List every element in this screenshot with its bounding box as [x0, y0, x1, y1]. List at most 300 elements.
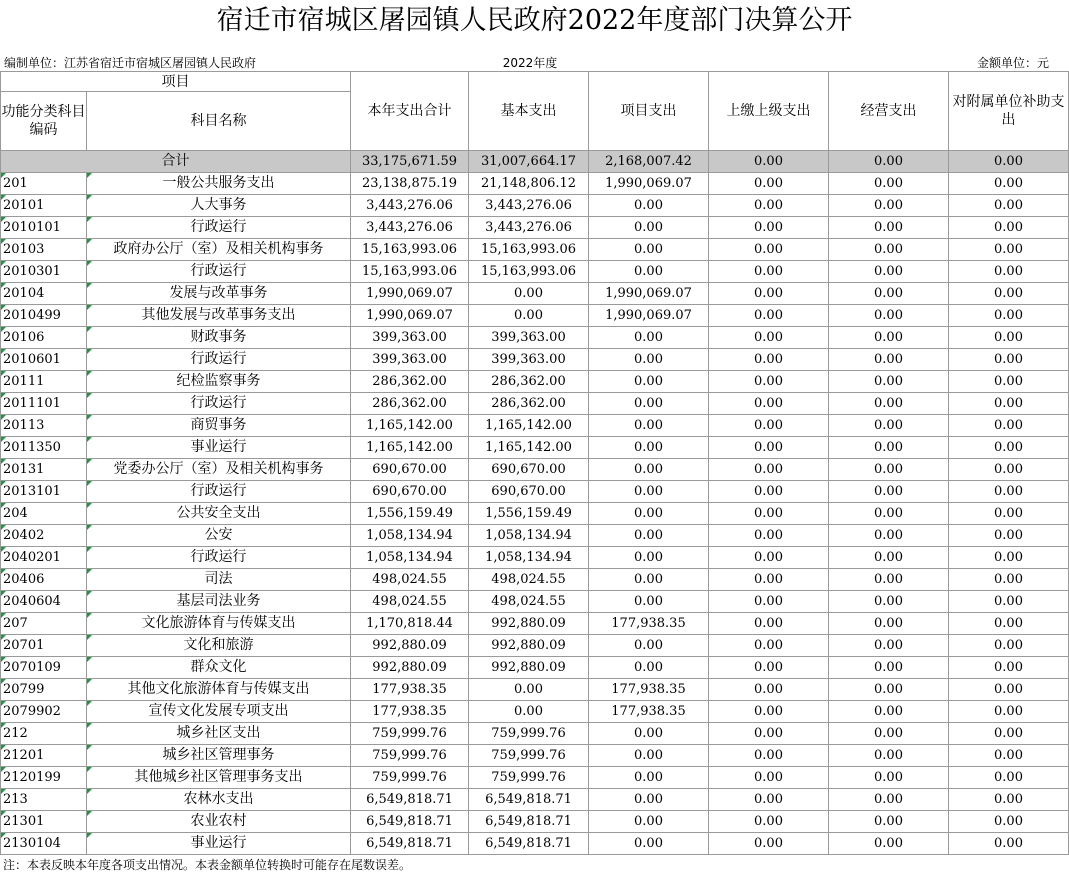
- table-row: [1, 591, 1069, 613]
- row-value: 0.00: [589, 591, 709, 613]
- row-code: 20701: [1, 635, 87, 657]
- row-code: 20103: [1, 239, 87, 261]
- row-value: 6,549,818.71: [469, 811, 589, 833]
- row-name: 其他发展与改革事务支出: [87, 305, 351, 327]
- row-value: 690,670.00: [469, 481, 589, 503]
- row-value: 0.00: [949, 283, 1069, 305]
- row-value: 0.00: [589, 393, 709, 415]
- row-value: 992,880.09: [351, 635, 469, 657]
- row-name: 农林水支出: [87, 789, 351, 811]
- row-code: 2011350: [1, 437, 87, 459]
- row-value: 1,165,142.00: [351, 415, 469, 437]
- header-basic: 基本支出: [469, 72, 589, 151]
- row-name: 文化旅游体育与传媒支出: [87, 613, 351, 635]
- row-value: 0.00: [949, 481, 1069, 503]
- row-value: 1,556,159.49: [469, 503, 589, 525]
- row-value: 759,999.76: [351, 745, 469, 767]
- row-name: 财政事务: [87, 327, 351, 349]
- row-value: 0.00: [589, 723, 709, 745]
- row-value: 1,990,069.07: [589, 173, 709, 195]
- row-code: 2040201: [1, 547, 87, 569]
- row-code: 2040604: [1, 591, 87, 613]
- row-value: 0.00: [709, 349, 829, 371]
- row-value: 0.00: [949, 393, 1069, 415]
- row-value: 0.00: [589, 503, 709, 525]
- row-value: 0.00: [949, 217, 1069, 239]
- row-value: 0.00: [829, 481, 949, 503]
- fiscal-year: 2022年度: [502, 56, 558, 70]
- row-value: 286,362.00: [351, 393, 469, 415]
- row-value: 0.00: [949, 569, 1069, 591]
- table-row: [1, 789, 1069, 811]
- row-value: 1,170,818.44: [351, 613, 469, 635]
- row-value: 0.00: [829, 459, 949, 481]
- row-value: 0.00: [709, 173, 829, 195]
- row-name: 宣传文化发展专项支出: [87, 701, 351, 723]
- row-value: 0.00: [589, 459, 709, 481]
- row-value: 6,549,818.71: [351, 833, 469, 855]
- row-value: 992,880.09: [469, 613, 589, 635]
- row-value: 15,163,993.06: [469, 261, 589, 283]
- row-value: 0.00: [709, 569, 829, 591]
- table-row: [1, 657, 1069, 679]
- row-value: 759,999.76: [469, 723, 589, 745]
- row-code: 2013101: [1, 481, 87, 503]
- row-code: 2010301: [1, 261, 87, 283]
- row-value: 0.00: [949, 195, 1069, 217]
- table-row: [1, 701, 1069, 723]
- table-row: [1, 723, 1069, 745]
- row-value: 0.00: [829, 371, 949, 393]
- row-name: 其他城乡社区管理事务支出: [87, 767, 351, 789]
- row-value: 0.00: [589, 547, 709, 569]
- row-name: 公共安全支出: [87, 503, 351, 525]
- row-value: 992,880.09: [469, 635, 589, 657]
- row-value: 498,024.55: [351, 569, 469, 591]
- row-name: 人大事务: [87, 195, 351, 217]
- row-value: 0.00: [829, 261, 949, 283]
- row-name: 发展与改革事务: [87, 283, 351, 305]
- row-code: 20131: [1, 459, 87, 481]
- table-row: [1, 239, 1069, 261]
- row-value: 286,362.00: [351, 371, 469, 393]
- row-value: 0.00: [709, 261, 829, 283]
- row-value: 0.00: [709, 239, 829, 261]
- row-value: 6,549,818.71: [351, 789, 469, 811]
- row-value: 0.00: [829, 173, 949, 195]
- row-value: 0.00: [709, 635, 829, 657]
- row-value: 1,990,069.07: [351, 305, 469, 327]
- row-name: 公安: [87, 525, 351, 547]
- row-value: 0.00: [949, 811, 1069, 833]
- row-value: 177,938.35: [351, 701, 469, 723]
- table-row: [1, 833, 1069, 855]
- row-value: 0.00: [589, 371, 709, 393]
- table-row: [1, 415, 1069, 437]
- row-value: 759,999.76: [351, 723, 469, 745]
- row-value: 0.00: [949, 349, 1069, 371]
- row-value: 0.00: [949, 635, 1069, 657]
- row-value: 0.00: [829, 525, 949, 547]
- row-value: 0.00: [709, 767, 829, 789]
- row-code: 2010101: [1, 217, 87, 239]
- total-cell: 33,175,671.59: [351, 151, 469, 173]
- row-value: 399,363.00: [351, 327, 469, 349]
- row-name: 司法: [87, 569, 351, 591]
- row-value: 0.00: [949, 591, 1069, 613]
- table-row: [1, 173, 1069, 195]
- row-value: 15,163,993.06: [351, 239, 469, 261]
- row-value: 0.00: [589, 789, 709, 811]
- row-value: 0.00: [949, 833, 1069, 855]
- row-value: 0.00: [829, 591, 949, 613]
- row-value: 0.00: [589, 767, 709, 789]
- row-value: 0.00: [709, 217, 829, 239]
- row-name: 党委办公厅（室）及相关机构事务: [87, 459, 351, 481]
- row-value: 0.00: [709, 789, 829, 811]
- row-code: 204: [1, 503, 87, 525]
- row-value: 759,999.76: [469, 745, 589, 767]
- header-operation: 经营支出: [829, 72, 949, 151]
- row-value: 690,670.00: [469, 459, 589, 481]
- table-row: [1, 503, 1069, 525]
- row-value: 0.00: [829, 415, 949, 437]
- row-value: 399,363.00: [351, 349, 469, 371]
- row-value: 0.00: [589, 261, 709, 283]
- total-cell: 31,007,664.17: [469, 151, 589, 173]
- table-row: [1, 745, 1069, 767]
- row-code: 2120199: [1, 767, 87, 789]
- row-value: 0.00: [949, 261, 1069, 283]
- row-name: 行政运行: [87, 547, 351, 569]
- table-row: [1, 349, 1069, 371]
- row-value: 0.00: [949, 415, 1069, 437]
- row-code: 21301: [1, 811, 87, 833]
- row-value: 6,549,818.71: [469, 789, 589, 811]
- table-row: [1, 305, 1069, 327]
- row-value: 0.00: [829, 305, 949, 327]
- row-name: 群众文化: [87, 657, 351, 679]
- row-value: 0.00: [949, 723, 1069, 745]
- row-value: 0.00: [709, 195, 829, 217]
- row-code: 2011101: [1, 393, 87, 415]
- row-value: 1,058,134.94: [469, 525, 589, 547]
- row-value: 0.00: [829, 745, 949, 767]
- row-value: 0.00: [949, 503, 1069, 525]
- row-value: 15,163,993.06: [351, 261, 469, 283]
- row-value: 0.00: [949, 613, 1069, 635]
- row-value: 1,556,159.49: [351, 503, 469, 525]
- row-value: 0.00: [589, 415, 709, 437]
- row-value: 0.00: [949, 767, 1069, 789]
- header-item: 项目: [1, 72, 351, 92]
- row-value: 759,999.76: [469, 767, 589, 789]
- row-value: 0.00: [829, 723, 949, 745]
- row-value: 0.00: [949, 459, 1069, 481]
- row-value: 286,362.00: [469, 371, 589, 393]
- row-value: 0.00: [709, 547, 829, 569]
- table-row: [1, 481, 1069, 503]
- total-label: 合计: [1, 151, 351, 173]
- row-value: 1,990,069.07: [351, 283, 469, 305]
- row-value: 0.00: [829, 657, 949, 679]
- row-value: 0.00: [709, 393, 829, 415]
- row-value: 0.00: [709, 723, 829, 745]
- header-name: 科目名称: [87, 92, 351, 151]
- total-cell: 0.00: [709, 151, 829, 173]
- row-value: 286,362.00: [469, 393, 589, 415]
- row-code: 207: [1, 613, 87, 635]
- row-code: 2070109: [1, 657, 87, 679]
- row-value: 0.00: [709, 679, 829, 701]
- row-value: 0.00: [949, 789, 1069, 811]
- row-value: 23,138,875.19: [351, 173, 469, 195]
- total-cell: 0.00: [829, 151, 949, 173]
- row-value: 177,938.35: [351, 679, 469, 701]
- row-value: 0.00: [709, 657, 829, 679]
- row-value: 0.00: [709, 481, 829, 503]
- table-row: [1, 261, 1069, 283]
- row-code: 212: [1, 723, 87, 745]
- row-value: 6,549,818.71: [351, 811, 469, 833]
- row-value: 0.00: [589, 217, 709, 239]
- row-name: 农业农村: [87, 811, 351, 833]
- total-row: [1, 151, 1069, 173]
- page-title: 宿迁市宿城区屠园镇人民政府2022年度部门决算公开: [216, 5, 853, 36]
- table-row: [1, 283, 1069, 305]
- row-value: 0.00: [829, 679, 949, 701]
- row-value: 1,058,134.94: [351, 525, 469, 547]
- table-row: [1, 371, 1069, 393]
- row-code: 20104: [1, 283, 87, 305]
- row-code: 2130104: [1, 833, 87, 855]
- row-value: 0.00: [589, 481, 709, 503]
- row-value: 1,058,134.94: [469, 547, 589, 569]
- row-value: 0.00: [709, 283, 829, 305]
- row-value: 0.00: [829, 635, 949, 657]
- header-code: 功能分类科目编码: [1, 92, 87, 151]
- row-value: 0.00: [709, 437, 829, 459]
- row-value: 0.00: [709, 305, 829, 327]
- row-value: 177,938.35: [589, 613, 709, 635]
- row-name: 行政运行: [87, 217, 351, 239]
- row-name: 事业运行: [87, 833, 351, 855]
- row-code: 20406: [1, 569, 87, 591]
- row-name: 行政运行: [87, 393, 351, 415]
- row-value: 0.00: [709, 811, 829, 833]
- row-value: 0.00: [829, 569, 949, 591]
- row-value: 0.00: [949, 657, 1069, 679]
- row-value: 0.00: [829, 833, 949, 855]
- row-value: 0.00: [589, 833, 709, 855]
- row-code: 2010499: [1, 305, 87, 327]
- row-value: 0.00: [589, 239, 709, 261]
- row-value: 0.00: [709, 327, 829, 349]
- row-value: 0.00: [949, 679, 1069, 701]
- row-value: 0.00: [469, 679, 589, 701]
- row-value: 0.00: [829, 503, 949, 525]
- header-subsidy: 对附属单位补助支出: [949, 72, 1069, 151]
- row-value: 0.00: [829, 349, 949, 371]
- table-row: [1, 767, 1069, 789]
- row-value: 0.00: [829, 195, 949, 217]
- row-value: 0.00: [589, 195, 709, 217]
- row-name: 行政运行: [87, 261, 351, 283]
- row-name: 城乡社区管理事务: [87, 745, 351, 767]
- row-name: 基层司法业务: [87, 591, 351, 613]
- row-name: 行政运行: [87, 481, 351, 503]
- row-value: 0.00: [829, 217, 949, 239]
- row-value: 498,024.55: [469, 591, 589, 613]
- row-value: 0.00: [709, 503, 829, 525]
- row-value: 0.00: [469, 283, 589, 305]
- row-value: 0.00: [829, 393, 949, 415]
- row-value: 0.00: [709, 833, 829, 855]
- row-name: 城乡社区支出: [87, 723, 351, 745]
- row-value: 0.00: [589, 635, 709, 657]
- row-code: 20111: [1, 371, 87, 393]
- table-row: [1, 217, 1069, 239]
- table-row: [1, 679, 1069, 701]
- currency-unit: 金额单位：元: [976, 56, 1049, 70]
- row-code: 20799: [1, 679, 87, 701]
- row-value: 3,443,276.06: [351, 217, 469, 239]
- total-cell: 0.00: [949, 151, 1069, 173]
- row-name: 商贸事务: [87, 415, 351, 437]
- row-value: 0.00: [589, 525, 709, 547]
- row-value: 0.00: [949, 305, 1069, 327]
- row-value: 177,938.35: [589, 701, 709, 723]
- row-value: 992,880.09: [469, 657, 589, 679]
- row-value: 690,670.00: [351, 481, 469, 503]
- row-name: 其他文化旅游体育与传媒支出: [87, 679, 351, 701]
- row-code: 20113: [1, 415, 87, 437]
- row-value: 0.00: [949, 745, 1069, 767]
- row-value: 0.00: [829, 767, 949, 789]
- header-total: 本年支出合计: [351, 72, 469, 151]
- row-value: 0.00: [709, 745, 829, 767]
- table-body: [1, 151, 1069, 855]
- row-value: 1,058,134.94: [351, 547, 469, 569]
- row-value: 1,165,142.00: [469, 437, 589, 459]
- row-code: 2079902: [1, 701, 87, 723]
- table-row: [1, 547, 1069, 569]
- row-value: 498,024.55: [469, 569, 589, 591]
- row-value: 0.00: [709, 415, 829, 437]
- row-value: 0.00: [709, 613, 829, 635]
- row-value: 0.00: [709, 371, 829, 393]
- row-value: 498,024.55: [351, 591, 469, 613]
- row-value: 1,165,142.00: [351, 437, 469, 459]
- row-value: 992,880.09: [351, 657, 469, 679]
- row-value: 15,163,993.06: [469, 239, 589, 261]
- row-value: 3,443,276.06: [469, 217, 589, 239]
- header-upper: 上缴上级支出: [709, 72, 829, 151]
- table-row: [1, 459, 1069, 481]
- row-value: 1,990,069.07: [589, 283, 709, 305]
- table-row: [1, 525, 1069, 547]
- row-code: 21201: [1, 745, 87, 767]
- row-value: 0.00: [589, 437, 709, 459]
- reporting-unit: 编制单位：江苏省宿迁市宿城区屠园镇人民政府: [4, 56, 257, 70]
- row-value: 399,363.00: [469, 327, 589, 349]
- row-value: 0.00: [589, 657, 709, 679]
- row-value: 0.00: [829, 789, 949, 811]
- row-code: 213: [1, 789, 87, 811]
- row-name: 政府办公厅（室）及相关机构事务: [87, 239, 351, 261]
- row-value: 6,549,818.71: [469, 833, 589, 855]
- row-value: 0.00: [469, 701, 589, 723]
- table-row: [1, 635, 1069, 657]
- row-code: 2010601: [1, 349, 87, 371]
- row-value: 0.00: [829, 283, 949, 305]
- expenditure-table: [0, 71, 1069, 855]
- row-value: 0.00: [829, 701, 949, 723]
- row-value: 399,363.00: [469, 349, 589, 371]
- row-name: 文化和旅游: [87, 635, 351, 657]
- row-value: 0.00: [829, 437, 949, 459]
- row-value: 177,938.35: [589, 679, 709, 701]
- footnote: 注：本表反映本年度各项支出情况。本表金额单位转换时可能存在尾数误差。: [3, 858, 412, 872]
- row-value: 0.00: [829, 811, 949, 833]
- total-cell: 2,168,007.42: [589, 151, 709, 173]
- row-value: 21,148,806.12: [469, 173, 589, 195]
- row-code: 201: [1, 173, 87, 195]
- row-value: 0.00: [589, 745, 709, 767]
- row-code: 20106: [1, 327, 87, 349]
- row-value: 0.00: [709, 459, 829, 481]
- row-value: 0.00: [589, 327, 709, 349]
- table-row: [1, 195, 1069, 217]
- row-value: 759,999.76: [351, 767, 469, 789]
- row-value: 0.00: [949, 173, 1069, 195]
- row-value: 0.00: [949, 437, 1069, 459]
- row-value: 3,443,276.06: [351, 195, 469, 217]
- table-row: [1, 613, 1069, 635]
- table-row: [1, 569, 1069, 591]
- row-value: 0.00: [589, 811, 709, 833]
- row-name: 事业运行: [87, 437, 351, 459]
- row-value: 0.00: [829, 327, 949, 349]
- table-row: [1, 811, 1069, 833]
- row-value: 0.00: [709, 701, 829, 723]
- row-value: 0.00: [589, 569, 709, 591]
- row-value: 0.00: [949, 547, 1069, 569]
- row-name: 一般公共服务支出: [87, 173, 351, 195]
- row-value: 0.00: [589, 349, 709, 371]
- row-value: 0.00: [949, 371, 1069, 393]
- header-project: 项目支出: [589, 72, 709, 151]
- row-value: 690,670.00: [351, 459, 469, 481]
- row-value: 0.00: [829, 239, 949, 261]
- row-name: 纪检监察事务: [87, 371, 351, 393]
- row-value: 0.00: [829, 613, 949, 635]
- row-value: 0.00: [709, 525, 829, 547]
- row-code: 20101: [1, 195, 87, 217]
- row-value: 1,165,142.00: [469, 415, 589, 437]
- row-value: 0.00: [949, 239, 1069, 261]
- row-value: 0.00: [949, 701, 1069, 723]
- table-row: [1, 437, 1069, 459]
- table-row: [1, 327, 1069, 349]
- row-code: 20402: [1, 525, 87, 547]
- row-value: 0.00: [949, 327, 1069, 349]
- table-row: [1, 393, 1069, 415]
- row-value: 0.00: [949, 525, 1069, 547]
- row-value: 0.00: [469, 305, 589, 327]
- row-value: 0.00: [829, 547, 949, 569]
- row-value: 0.00: [709, 591, 829, 613]
